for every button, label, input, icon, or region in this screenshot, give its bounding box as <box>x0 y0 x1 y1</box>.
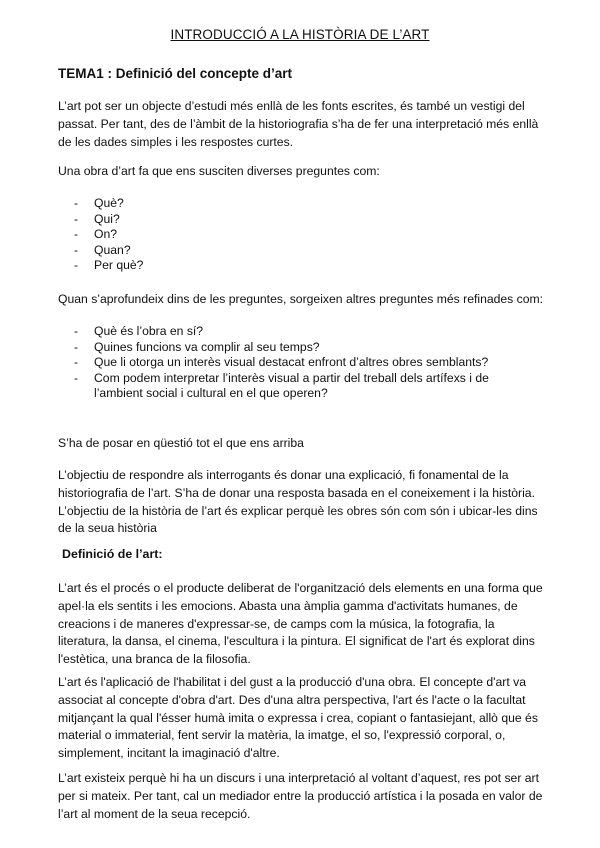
list-item: - Qui? <box>70 212 540 228</box>
list-item: - Què? <box>70 196 540 212</box>
paragraph-objective: L’objectiu de respondre als interrogants és donar una explicació, fi fonamental de la historiografia de l’art. S’ha de donar una resposta basada en el coneixement i la història. L’objectiu de la història de l’art és explicar perquè les obres són com són i ubicar-les dins de la seua història <box>58 468 538 536</box>
paragraph-intro: L’art pot ser un objecte d’estudi més enllà de les fonts escrites, és també un vestigi del passat. Per tant, des de l’àmbit de la historiografia s’ha de fer una interpretació més enllà de les dades simples i les respostes curtes. <box>58 99 539 149</box>
document-title: INTRODUCCIÓ A LA HISTÒRIA DE L’ART <box>170 27 430 42</box>
paragraph-refined-lead: Quan s’aprofundeix dins de les preguntes, sorgeixen altres preguntes més refinades com: <box>58 292 544 306</box>
list-item: - Quines funcions va complir al seu temps? <box>70 340 540 356</box>
list-item: - Que li otorga un interès visual destacat enfront d’altres obres semblants? <box>70 355 540 371</box>
paragraph-art-application: L’art és l'aplicació de l'habilitat i del gust a la producció d'una obra. El concepte d'art va associat al concepte d'obra d'art. Des d'una altra perspectiva, l'art és l'acte o la facultat mitjançant la qual l'ésser humà imita o expressa i crea, copiant o fantasiejant, allò que és material o immaterial, fent servir la matèria, la imatge, el so, l'expressió corporal, o, simplement, incitant la imaginació d'altre. <box>58 675 538 761</box>
list-item: - Per què? <box>70 258 540 274</box>
refined-questions-list <box>70 324 540 402</box>
topic-heading: TEMA1 : Definició del concepte d’art <box>58 66 293 81</box>
section-heading: Definició de l’art: <box>62 547 163 561</box>
list-item: - Quan? <box>70 243 540 259</box>
list-item: - Com podem interpretar l’interès visual a partir del treball dels artífexs i de l’ambient social i cultural en el que operen? <box>70 371 540 402</box>
paragraph-art-definition: L’art és el procés o el producte deliberat de l'organització dels elements en una forma que apel·la els sentits i les emocions. Abasta una àmplia gamma d'activitats humanes, de creacions i de maneres d'expressar-se, de camps com la música, la fotografia, la literatura, la dansa, el cinema, l'escultura i la pintura. El significat de l'art és explorat dins l'estètica, una branca de la filosofia. <box>58 581 543 667</box>
list-item: - On? <box>70 227 540 243</box>
paragraph-question-everything: S’ha de posar en qüestió tot el que ens arriba <box>58 436 304 450</box>
paragraph-art-existence: L’art existeix perquè hi ha un discurs i una interpretació al voltant d’aquest, res pot ser art per si mateix. Per tant, cal un mediador entre la producció artística i la posada en valor de l’art al moment de la seua recepció. <box>58 771 543 821</box>
simple-questions-list <box>70 196 540 274</box>
list-item: - Què és l’obra en sí? <box>70 324 540 340</box>
paragraph-questions-lead: Una obra d’art fa que ens susciten diverses preguntes com: <box>58 164 380 178</box>
